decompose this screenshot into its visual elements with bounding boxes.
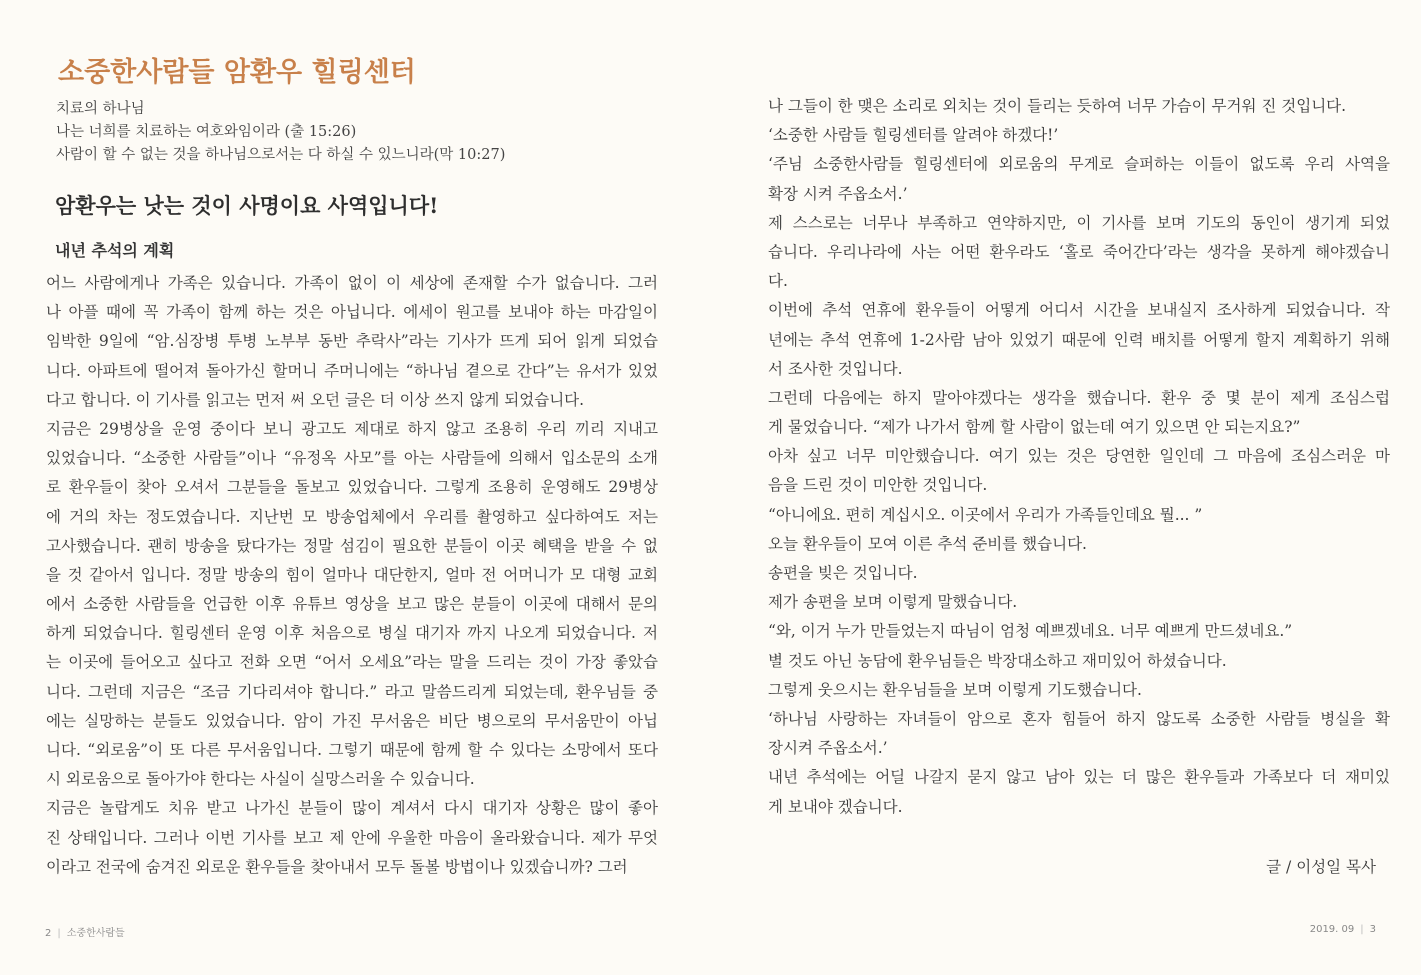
body-line: ‘하나님 사랑하는 자녀들이 암으로 혼자 힘들어 하지 않도록 소중한 사람들 병실을 확 — [768, 709, 1390, 728]
body-line: ‘주님 소중한사람들 힐링센터에 외로움의 무게로 슬퍼하는 이들이 없도록 우리 사역을 — [768, 155, 1390, 174]
body-line: 지금은 놀랍게도 치유 받고 나가신 분들이 많이 계셔서 다시 대기자 상황은 많이 좋아 — [46, 799, 658, 818]
body-line: 는 이곳에 들어오고 싶다고 전화 오면 “어서 오세요”라는 말을 드리는 것이 가장 좋았습 — [46, 653, 658, 672]
body-line: 을 것 같아서 입니다. 정말 방송의 힘이 얼마나 대단한지, 얼마 전 어머니가 모 대형 교회 — [46, 565, 658, 584]
body-line: 서 조사한 것입니다. — [768, 359, 903, 378]
body-line: 시 외로움으로 돌아가야 한다는 사실이 실망스러울 수 있습니다. — [46, 770, 475, 789]
body-line: 제가 송편을 보며 이렇게 말했습니다. — [768, 593, 1018, 612]
body-line: 송편을 빚은 것입니다. — [768, 564, 918, 582]
body-line: 나 그들이 한 맺은 소리로 외치는 것이 들리는 듯하여 너무 가슴이 무거워 진 것입니다. — [768, 97, 1347, 115]
body-line: 그렇게 웃으시는 환우님들을 보며 이렇게 기도했습니다. — [768, 680, 1142, 699]
body-line: 니다. 그런데 지금은 “조금 기다리셔야 합니다.” 라고 말씀드리게 되었는데, 환우님들 중 — [46, 682, 658, 701]
body-line: 지금은 29병상을 운영 중이다 보니 광고도 제대로 하지 않고 조용히 우리 끼리 지내고 — [46, 419, 658, 438]
body-line: 에서 소중한 사람들을 언급한 이후 유튜브 영상을 보고 많은 분들이 이곳에 대해서 문의 — [46, 595, 658, 614]
footer-left: 2 | 소중한사람들 — [45, 928, 125, 939]
footer-right: 2019. 09 | 3 — [1309, 924, 1376, 935]
body-line: “와, 이거 누가 만들었는지 따님이 엄청 예쁘겠네요. 너무 예쁘게 만드셨네요.” — [768, 622, 1293, 641]
body-line: 이라고 전국에 숨겨진 외로운 환우들을 찾아내서 모두 돌볼 방법이나 있겠습니까? 그러 — [46, 857, 628, 876]
issue-date: 2019. 09 — [1309, 924, 1355, 935]
page-number: 3 — [1369, 924, 1376, 935]
verses — [56, 98, 505, 167]
body-line: ‘소중한 사람들 힐링센터를 알려야 하겠다!’ — [768, 126, 1059, 145]
verse-line: 사람이 할 수 없는 것을 하나님으로서는 다 하실 수 있느니라(막 10:27) — [56, 147, 506, 163]
right-page — [710, 0, 1421, 975]
body-line: 다. — [768, 272, 788, 291]
magazine-name: 소중한사람들 — [66, 928, 125, 939]
body-line: 나 아플 때에 꼭 가족이 함께 하는 것은 아닙니다. 에세이 원고를 보내야 하는 마감일이 — [46, 303, 658, 322]
body-line: 장시켜 주옵소서.’ — [768, 739, 888, 758]
body-line: 아차 싶고 너무 미안했습니다. 여기 있는 것은 당연한 일인데 그 마음에 조심스러운 마 — [768, 447, 1390, 466]
left-page — [0, 0, 710, 975]
body-line: 확장 시켜 주옵소서.’ — [768, 184, 908, 203]
page-title: 소중한사람들 암환우 힐링센터 — [58, 57, 416, 88]
section-subheading: 내년 추석의 계획 — [55, 241, 175, 260]
body-line: 게 보내야 겠습니다. — [768, 797, 903, 816]
body-line: 어느 사람에게나 가족은 있습니다. 가족이 없이 이 세상에 존재할 수가 없습니다. 그러 — [46, 274, 658, 292]
body-line: 니다. “외로움”이 또 다른 무서움입니다. 그렇기 때문에 함께 할 수 있다는 소망에서 또다 — [46, 741, 658, 759]
body-line: 별 것도 아닌 농담에 환우님들은 박장대소하고 재미있어 하셨습니다. — [768, 651, 1227, 670]
body-line: 임박한 9일에 “암.심장병 투병 노부부 동반 추락사”라는 기사가 뜨게 되어 읽게 되었습 — [46, 332, 658, 351]
body-line: “아니에요. 편히 계십시오. 이곳에서 우리가 가족들인데요 뭘... ” — [768, 505, 1203, 524]
author-signature: 글 / 이성일 목사 — [1266, 858, 1376, 876]
body-line: 고사했습니다. 괜히 방송을 탔다가는 정말 섬김이 필요한 분들이 이곳 혜택을 받을 수 없 — [46, 536, 658, 555]
body-line: 그런데 다음에는 하지 말아야겠다는 생각을 했습니다. 환우 중 몇 분이 제게 조심스럽 — [768, 388, 1390, 407]
body-line: 에는 실망하는 분들도 있었습니다. 암이 가진 무서움은 비단 병으로의 무서움만이 아닙 — [46, 711, 658, 730]
page-number: 2 — [45, 928, 52, 939]
body-line: 게 물었습니다. “제가 나가서 함께 할 사람이 없는데 여기 있으면 안 되는지요?” — [768, 418, 1301, 437]
body-line: 로 환우들이 찾아 오셔서 그분들을 돌보고 있었습니다. 그렇게 조용히 운영해도 29병상 — [46, 478, 658, 497]
body-line: 니다. 아파트에 떨어져 돌아가신 할머니 주머니에는 “하나님 곁으로 간다”는 유서가 있었 — [46, 361, 658, 380]
article-body-right — [768, 92, 1390, 822]
body-line: 년에는 추석 연휴에 1-2사람 남아 있었기 때문에 인력 배치를 어떻게 할지 계획하기 위해 — [768, 330, 1390, 349]
body-line: 하게 되었습니다. 힐링센터 운영 이후 처음으로 병실 대기자 까지 나오게 되었습니다. 저 — [46, 624, 658, 643]
body-line: 에 거의 차는 정도였습니다. 지난번 모 방송업체에서 우리를 촬영하고 싶다하여도 저는 — [46, 507, 658, 526]
body-line: 다고 합니다. 이 기사를 읽고는 먼저 써 오던 글은 더 이상 쓰지 않게 되었습니다. — [46, 390, 585, 409]
body-line: 진 상태입니다. 그러나 이번 기사를 보고 제 안에 우울한 마음이 올라왔습니다. 제가 무엇 — [46, 828, 658, 847]
verse-line: 치료의 하나님 — [56, 101, 145, 117]
body-line: 내년 추석에는 어딜 나갈지 묻지 않고 남아 있는 더 많은 환우들과 가족보다 더 재미있 — [768, 768, 1390, 787]
body-line: 제 스스로는 너무나 부족하고 연약하지만, 이 기사를 보며 기도의 동인이 생기게 되었 — [768, 213, 1390, 232]
body-line: 습니다. 우리나라에 사는 어떤 환우라도 ‘홀로 죽어간다’라는 생각을 못하게 해야겠습니 — [768, 242, 1390, 261]
article-heading: 암환우는 낫는 것이 사명이요 사역입니다! — [55, 193, 439, 218]
article-body-left — [46, 269, 658, 882]
body-line: 오늘 환우들이 모여 이른 추석 준비를 했습니다. — [768, 534, 1087, 553]
verse-line: 나는 너희를 치료하는 여호와임이라 (출 15:26) — [56, 124, 357, 140]
body-line: 음을 드린 것이 미안한 것입니다. — [768, 476, 988, 495]
body-line: 있었습니다. “소중한 사람들”이나 “유정옥 사모”를 아는 사람들에 의해서 입소문의 소개 — [46, 449, 658, 468]
body-line: 이번에 추석 연휴에 환우들이 어떻게 어디서 시간을 보내실지 조사하게 되었습니다. 작 — [768, 301, 1390, 320]
